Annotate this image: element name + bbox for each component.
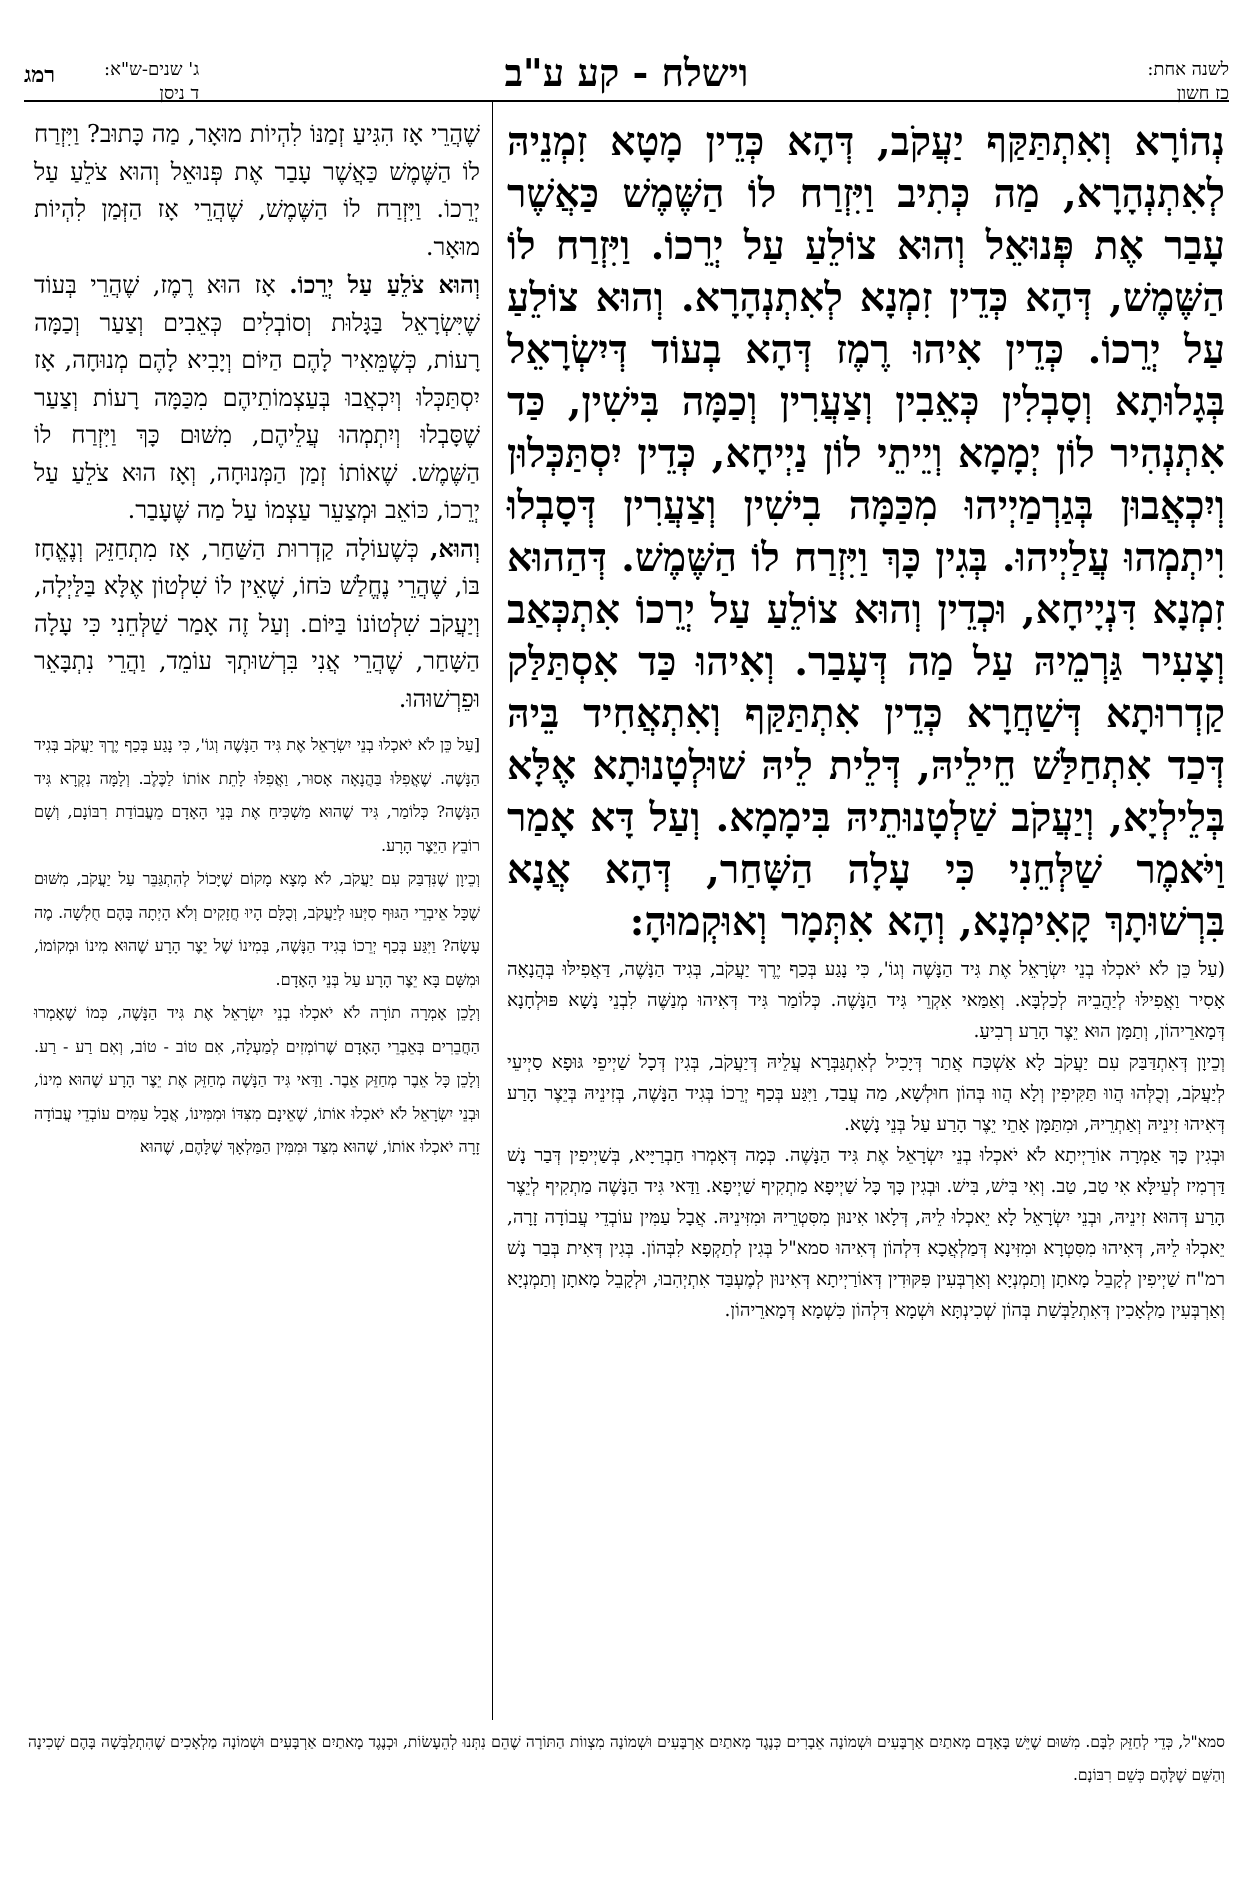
header-three-years-date: ד ניסן bbox=[159, 83, 200, 104]
page-number: רמג bbox=[24, 62, 56, 88]
side-paragraph-2 bbox=[34, 266, 480, 530]
main-notes bbox=[507, 954, 1225, 1326]
side-paragraph-2-body: אָז הוּא רֶמֶז, שֶׁהֲרֵי בְּעוֹד שֶׁיִּשְׂרָאֵל בַּגָּלוּת וְסוֹבְלִים כְּאֵבִים וְצַעַר וְכַמָּה רָעוֹת, כְּשֶׁמֵּאִיר לָהֶם הַיּוֹם וְיָבִיא לָהֶם מְנוּחָה, אָז יִסְתַּכְּלוּ וְיִכְאֲבוּ בְּעַצְמוֹתֵיהֶם מִכַּמָּה רָעוֹת וְצַעַר שֶׁסָּבְלוּ וְיִתְמְהוּ עֲלֵיהֶם, מִשּׁוּם כָּךְ וַיִּזְרַח לוֹ הַשֶּׁמֶשׁ. שֶׁאוֹתוֹ זְמַן הַמְּנוּחָה, וְאָז הוּא צֹלֵעַ עַל יְרֵכוֹ, כּוֹאֵב וּמְצַעֵר עַצְמוֹ עַל מַה שֶּׁעָבַר. bbox=[34, 271, 480, 524]
header-one-year-date: כז חשון bbox=[1176, 83, 1229, 104]
side-paragraph-3-label: וְהוּא, bbox=[430, 533, 480, 563]
page-title: וישלח - קע ע"ב bbox=[504, 50, 749, 95]
side-column-translation bbox=[34, 116, 480, 1164]
header-three-years-label: ג' שנים-ש"א: bbox=[104, 59, 200, 80]
main-paragraph-1: נְהוֹרָא וְאִתְתַּקַּף יַעֲקֹב, דְּהָא כְּדֵין מָטָא זִמְנֵיהּ לְאִתְנְהָרָא, מַה כְּתִיב וַיִּזְרַח לוֹ הַשֶּׁמֶשׁ כַּאֲשֶׁר עָבַר אֶת פְּנוּאֵל וְהוּא צוֹלֵעַ עַל יְרֵכוֹ. וַיִּזְרַח לוֹ הַשֶּׁמֶשׁ, דְּהָא כְּדֵין זִמְנָא לְאִתְנְהָרָא. bbox=[507, 119, 1225, 321]
side-note-1: [עַל כֵּן לֹא יֹאכְלוּ בְנֵי יִשְׂרָאֵל אֶת גִּיד הַנָּשֶׁה וְגוֹ', כִּי נָגַע בְּכַף יֶרֶךְ יַעֲקֹב בְּגִיד הַנָּשֶׁה. שֶׁאֲפִלּוּ בַּהֲנָאָה אָסוּר, וַאֲפִלּוּ לָתֵת אוֹתוֹ לַכֶּלֶב. וְלָמָּה נִקְרָא גִּיד הַנָּשֶׁה? כְּלוֹמַר, גִּיד שֶׁהוּא מַשְׁכִּיחַ אֶת בְּנֵי הָאָדָם מֵעֲבוֹדַת רִבּוֹנָם, וְשָׁם רוֹבֵץ הַיֵּצֶר הָרָע. bbox=[34, 735, 480, 855]
main-note-3: וּבְגִין כָּךְ אַמְרָה אוֹרַיְיתָא לֹא יֹאכְלוּ בְנֵי יִשְׂרָאֵל אֶת גִּיד הַנָּשֶׁה. כְּמָה דְּאָמְרוּ חַבְרַיָּיא, בְּשַׁיְיפִין דְּבַר נָשׁ דַּרְמִיז לְעֵילָּא אִי טַב, טַב. וְאִי בִּישׁ, בִּישׁ. וּבְגִין כָּךְ כָּל שַׁיְיפָא מַתְקִיף שַׁיְיפָא. וַדַּאי גִּיד הַנָּשֶׁה מַתְקִיף לְיֵצֶר הָרַע דְּהוּא זִינֵיהּ, וּבְנֵי יִשְׂרָאֵל לָא יֵאכְלוּ לֵיהּ, דְּלָאו אִינוּן מִסִּטְרֵיהּ וּמִזִּינֵיהּ. אֲבָל עַמִּין עוֹבְדֵי עֲבוֹדָה זָרָה, יֵאכְלוּ לֵיהּ, דְּאִיהוּ מִסִּטְרָא וּמִזִּינָא דְּמַלְאֲכָא דִּלְהוֹן דְּאִיהוּ סמא"ל בְּגִין לְתַקְפָא לִבְּהוֹן. בְּגִין דְּאִית בְּבַר נָשׁ רמ"ח שַׁיְיפִין לְקָבֵל מָאתָן וְתַמְנְיָא וְאַרְבְּעִין פִּקּוּדִין דְּאוֹרַיְיתָא דְּאִינוּן לְמֶעְבַּד אִתְיְהִבוּ, וּלְקָבֵל מָאתָן וְתַמְנְיָא וְאַרְבְּעִין מַלְאָכִין דְּאִתְלַבְּשַׁת בְּהוֹן שְׁכִינְתָּא וּשְׁמָא דִּלְהוֹן כִּשְׁמָא דְּמָארֵיהוֹן. bbox=[507, 1145, 1225, 1321]
column-divider bbox=[492, 100, 493, 1720]
side-paragraph-2-label: וְהוּא צֹלֵעַ עַל יְרֵכוֹ. bbox=[289, 270, 481, 299]
side-note-3: וְלָכֵן אָמְרָה תוֹרָה לֹא יֹאכְלוּ בְנֵי יִשְׂרָאֵל אֶת גִּיד הַנָּשֶׁה, כְּמוֹ שֶׁאָמְרוּ הַחֲבֵרִים בְּאֵבְרֵי הָאָדָם שֶׁרוֹמְזִים לְמַעְלָה, אִם טוֹב - טוֹב, וְאִם רַע - רַע. וְלָכֵן כָּל אֵבֶר מְחַזֵּק אֵבֶר. וַדַּאי גִּיד הַנָּשֶׁה מְחַזֵּק אֶת יֵצֶר הָרָע שֶׁהוּא מִינוֹ, וּבְנֵי יִשְׂרָאֵל לֹא יֹאכְלוּ אוֹתוֹ, שֶׁאֵינָם מִצִּדּוֹ וּמִמִּינוֹ, אֲבָל עַמִּים עוֹבְדֵי עֲבוֹדָה זָרָה יֹאכְלוּ אוֹתוֹ, שֶׁהוּא מִצַּד וּמִמִּין הַמַּלְאָךְ שֶׁלָּהֶם, שֶׁהוּא bbox=[34, 1003, 480, 1156]
page-footnote: סמא"ל, כְּדֵי לְחַזֵּק לִבָּם. מִשּׁוּם שֶׁיֵּשׁ בָּאָדָם מָאתַיִם אַרְבָּעִים וּשְׁמוֹנָה אֵבָרִים כְּנֶגֶד מָאתַיִם אַרְבָּעִים וּשְׁמוֹנָה מִצְווֹת הַתּוֹרָה שֶׁהֵם נִתְּנוּ לְהֵעָשׂוֹת, וּכְנֶגֶד מָאתַיִם אַרְבָּעִים וּשְׁמוֹנָה מַלְאָכִים שֶׁהִתְלַבְּשָׁה בָּהֶם שְׁכִינָה וְהַשֵּׁם שֶׁלָּהֶם כְּשֵׁם רִבּוֹנָם. bbox=[28, 1733, 1225, 1784]
side-paragraph-3 bbox=[34, 530, 480, 719]
side-note-2: וְכֵיוָן שֶׁנִּדְבַּק עִם יַעֲקֹב, לֹא מָצָא מָקוֹם שֶׁיָּכוֹל לְהִתְגַּבֵּר עַל יַעֲקֹב, מִשּׁוּם שֶׁכָּל אֵיבְרֵי הַגּוּף סִיְּעוּ לְיַעֲקֹב, וְכֻלָּם הָיוּ חֲזָקִים וְלֹא הָיְתָה בָּהֶם חֻלְשָׁה. מֶה עָשָׂה? וַיִּגַּע בְּכַף יְרֵכוֹ בְּגִיד הַנָּשֶׁה, בְּמִינוֹ שֶׁל יֵצֶר הָרָע שֶׁהוּא מִינוֹ וּמְקוֹמוֹ, וּמִשָּׁם בָּא יֵצֶר הָרָע עַל בְּנֵי הָאָדָם. bbox=[34, 869, 481, 989]
main-text bbox=[507, 116, 1225, 948]
side-text bbox=[34, 116, 480, 718]
header-divider bbox=[24, 100, 1229, 102]
header-date-one-year bbox=[1147, 58, 1229, 106]
page-header bbox=[24, 52, 1229, 106]
side-notes bbox=[34, 728, 480, 1164]
header-date-three-years bbox=[104, 58, 199, 106]
header-one-year-label: לשנה אחת: bbox=[1147, 59, 1229, 80]
side-paragraph-1: שֶׁהֲרֵי אָז הִגִּיעַ זְמַנּוֹ לִהְיוֹת מוּאָר, מַה כָּתוּב? וַיִּזְרַח לוֹ הַשֶּׁמֶשׁ כַּאֲשֶׁר עָבַר אֶת פְּנוּאֵל וְהוּא צֹלֵעַ עַל יְרֵכוֹ. וַיִּזְרַח לוֹ הַשֶּׁמֶשׁ, שֶׁהֲרֵי אָז הַזְּמַן לִהְיוֹת מוּאָר. bbox=[34, 120, 480, 261]
main-note-2: וְכֵיוָן דְּאִתְדַּבַּק עִם יַעֲקֹב לָא אַשְׁכַּח אֲתַר דְּיָכִיל לְאִתְגַּבְּרָא עֲלֵיהּ דְּיַעֲקֹב, בְּגִין דְּכָל שַׁיְיפֵי גּוּפָא סַיְיעֵי לְיַעֲקֹב, וְכֻלְּהוּ הֲווּ תַּקִּיפִין וְלָא הֲווּ בְּהוֹן חוּלְשָׁא, מַה עֲבַד, וַיִּגַּע בְּכַף יְרֵכוֹ בְּגִיד הַנָּשֶׁה, בְּזִינֵיהּ בְּיֵצֶר הָרַע דְּאִיהוּ זִינֵיהּ וְאַתְרֵיהּ, וּמִתַּמָּן אָתֵי יֵצֶר הָרַע עַל בְּנֵי נָשָׁא. bbox=[507, 1052, 1225, 1135]
main-paragraph-3: וְאִיהוּ כַּד אִסְתַּלַּק קַדְרוּתָא דְּשַׁחֲרָא כְּדֵין אִתְתַּקַּף וְאִתְאֲחִיד בֵּיהּ דְּכַד אִתְחַלַּשׁ חֵילֵיהּ, דְּלֵית לֵיהּ שׁוּלְטָנוּתָא אֶלָּא בְּלֵילְיָא, וְיַעֲקֹב שַׁלְטָנוּתֵיהּ בִּימָמָא. וְעַל דָּא אָמַר וַיֹּאמֶר שַׁלְּחֵנִי כִּי עָלָה הַשָּׁחַר, דְּהָא אֲנָא בִּרְשׁוּתָךְ קָאִימְנָא, וְהָא אִתְּמָר וְאוּקְמוּהָ: bbox=[507, 639, 1225, 945]
side-paragraph-3-body: כְּשֶׁעוֹלָה קַדְרוּת הַשַּׁחַר, אָז מִתְחַזֵּק וְנֶאֱחָז בּוֹ, שֶׁהֲרֵי נֶחֱלַשׁ כֹּחוֹ, שֶׁאֵין לוֹ שִׁלְטוֹן אֶלָּא בַּלַּיְלָה, וְיַעֲקֹב שִׁלְטוֹנוֹ בַּיּוֹם. וְעַל זֶה אָמַר שַׁלְּחֵנִי כִּי עָלָה הַשָּׁחַר, שֶׁהֲרֵי אֲנִי בִּרְשׁוּתְךָ עוֹמֵד, וַהֲרֵי נִתְבָּאֵר וּפֵרְשׁוּהוּ. bbox=[34, 534, 480, 713]
main-note-1: (עַל כֵּן לֹא יֹאכְלוּ בְנֵי יִשְׂרָאֵל אֶת גִּיד הַנָּשֶׁה וְגוֹ', כִּי נָגַע בְּכַף יֶרֶךְ יַעֲקֹב, בְּגִיד הַנָּשֶׁה, דַּאֲפִילּוּ בְּהֲנָאָה אָסִיר וַאֲפִילּוּ לְיַהֲבֵיהּ לְכַלְבָּא. וְאַמַּאי אִקְרֵי גִּיד הַנָּשֶׁה. כְּלוֹמַר גִּיד דְּאִיהוּ מְנַשֶּׁה לִבְנֵי נָשָׁא פּוּלְחָנָא דְּמָארֵיהוֹן, וְתַמָּן הוּא יֵצֶר הָרַע רְבִיעַ. bbox=[507, 959, 1225, 1042]
main-paragraph-2: וְהוּא צוֹלֵעַ עַל יְרֵכוֹ. כְּדֵין אִיהוּ רֶמֶז דְּהָא בְעוֹד דְּיִשְׂרָאֵל בְּגָלוּתָא וְסָבְלִין כְּאֵבִין וְצַעֲרִין וְכַמָּה בִּישִׁין, כַּד אִתְנְהִיר לוֹן יְמָמָא וְיֵיתֵי לוֹן נַיְיחָא, כְּדֵין יִסְתַּכְּלוּן וְיִכְאֲבוּן בְּגַרְמַיְיהוּ מִכַּמָּה בִישִׁין וְצַעֲרִין דְּסָבְלוּ וִיתְמְהוּ עֲלַיְיהוּ. בְּגִין כָּךְ וַיִּזְרַח לוֹ הַשֶּׁמֶשׁ. דְּהַהוּא זִמְנָא דִּנְיָיחָא, וּכְדֵין וְהוּא צוֹלֵעַ עַל יְרֵכוֹ אִתְכְּאַב וְצָעִיר גַּרְמֵיהּ עַל מַה דְּעָבַר. bbox=[507, 275, 1225, 685]
main-column-aramaic bbox=[507, 116, 1225, 1326]
